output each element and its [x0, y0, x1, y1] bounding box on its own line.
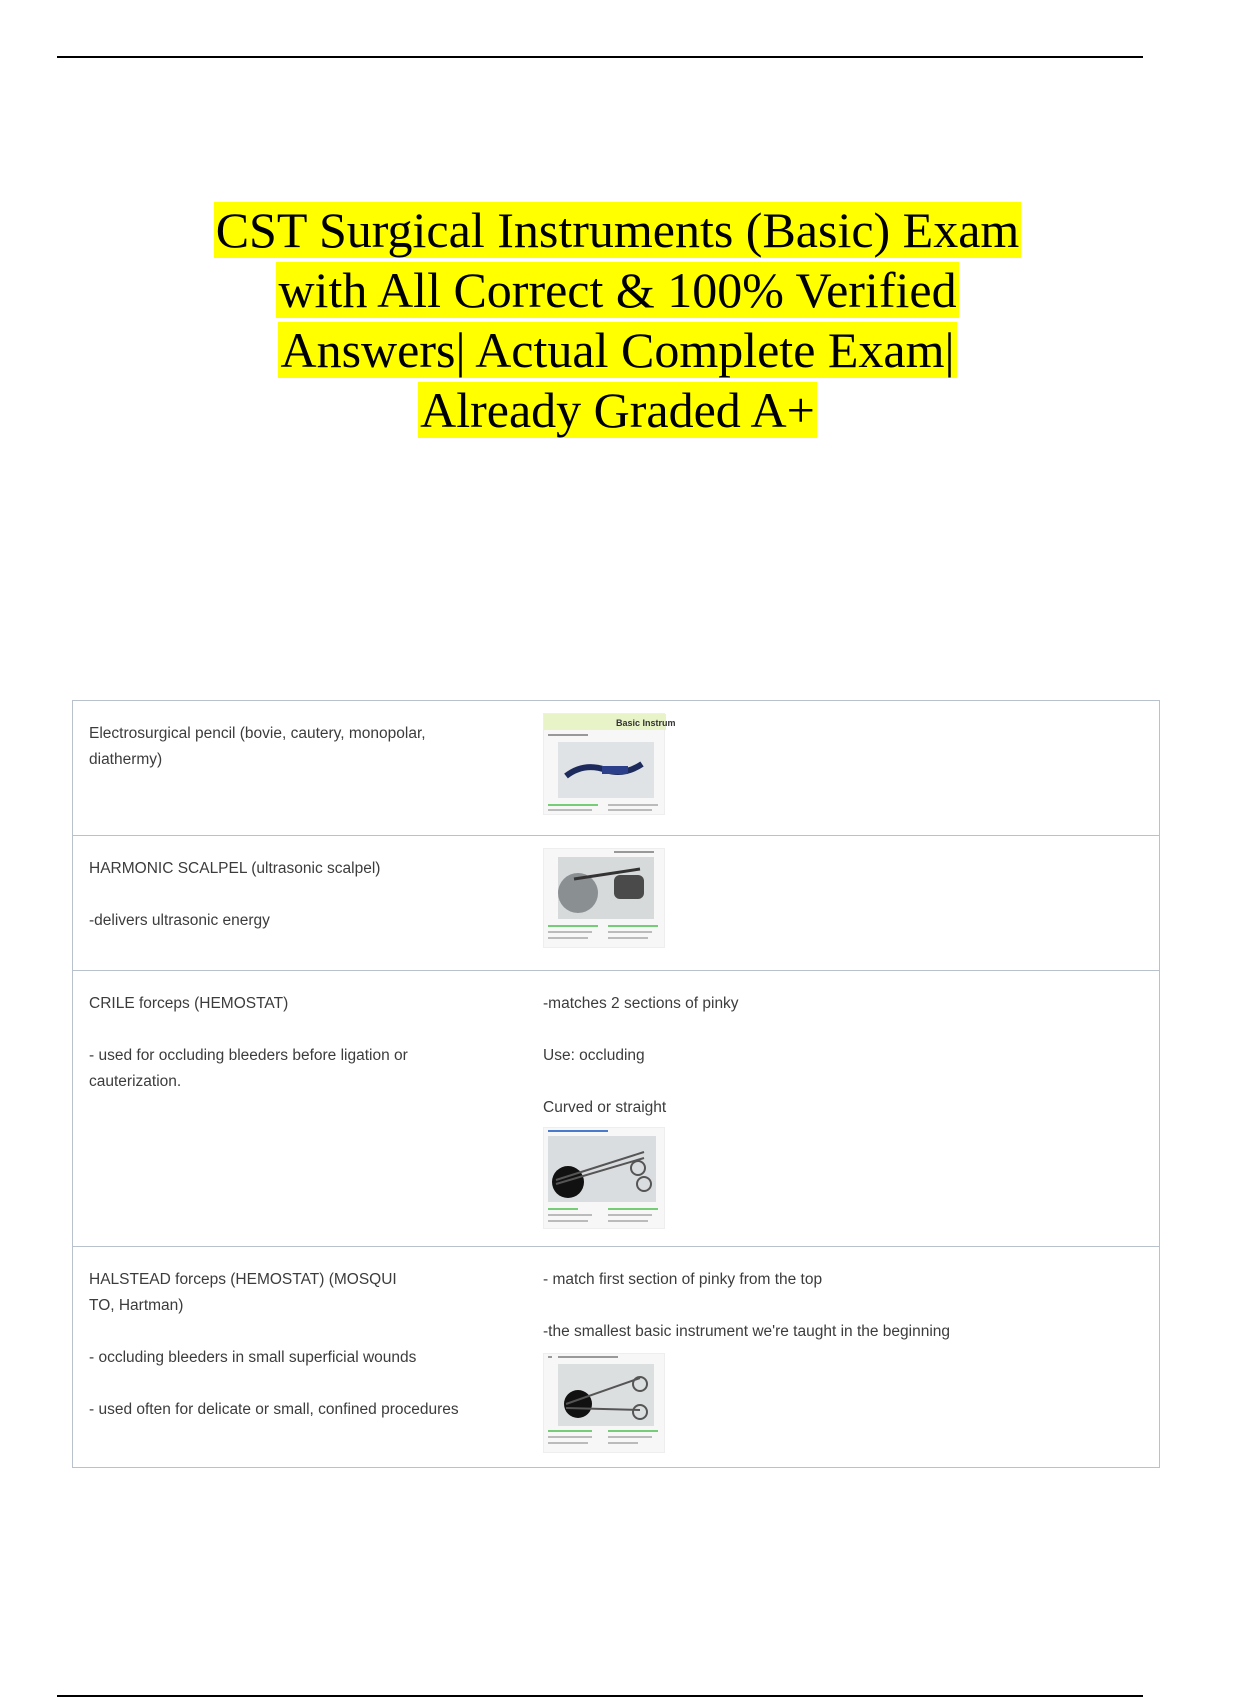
definition-cell	[543, 1267, 1143, 1345]
crile-forceps-image	[543, 1127, 665, 1229]
definition-line: Curved or straight	[543, 1099, 667, 1116]
term-text: HALSTEAD forceps (HEMOSTAT) (MOSQUI TO, Hartman)	[89, 1271, 397, 1314]
term-cell	[89, 721, 459, 773]
title-line-4: Already Graded A+	[420, 382, 815, 438]
definition-line: - match first section of pinky from the top	[543, 1271, 823, 1288]
page-title	[0, 200, 1235, 440]
term-text: Electrosurgical pencil (bovie, cautery, monopolar, diathermy)	[89, 725, 426, 768]
header-rule	[57, 56, 1143, 58]
term-note: - used for occluding bleeders before ligation or cauterization.	[89, 1047, 408, 1090]
term-note: -delivers ultrasonic energy	[89, 912, 270, 929]
table-row	[73, 836, 1159, 971]
halstead-forceps-image	[543, 1353, 665, 1453]
term-text: CRILE forceps (HEMOSTAT)	[89, 995, 289, 1012]
table-row	[73, 701, 1159, 836]
definition-line: Use: occluding	[543, 1047, 645, 1064]
title-line-1: CST Surgical Instruments (Basic) Exam	[215, 202, 1020, 258]
term-text: HARMONIC SCALPEL (ultrasonic scalpel)	[89, 860, 381, 877]
table-row	[73, 1247, 1159, 1467]
harmonic-scalpel-image	[543, 848, 665, 948]
term-cell	[89, 856, 489, 934]
term-note: - occluding bleeders in small superficial wounds	[89, 1349, 417, 1366]
electrosurgical-pencil-image	[543, 713, 676, 815]
image-caption: Basic Instrum	[616, 718, 676, 728]
definition-line: -the smallest basic instrument we're taught in the beginning	[543, 1323, 951, 1340]
term-note: - used often for delicate or small, confined procedures	[89, 1401, 459, 1418]
term-cell	[89, 1267, 459, 1423]
title-line-3: Answers| Actual Complete Exam|	[280, 322, 955, 378]
flashcard-table	[72, 700, 1160, 1468]
definition-cell	[543, 991, 1143, 1121]
definition-line: -matches 2 sections of pinky	[543, 995, 739, 1012]
footer-rule	[57, 1695, 1143, 1697]
title-line-2: with All Correct & 100% Verified	[278, 262, 957, 318]
term-cell	[89, 991, 459, 1095]
table-row	[73, 971, 1159, 1247]
